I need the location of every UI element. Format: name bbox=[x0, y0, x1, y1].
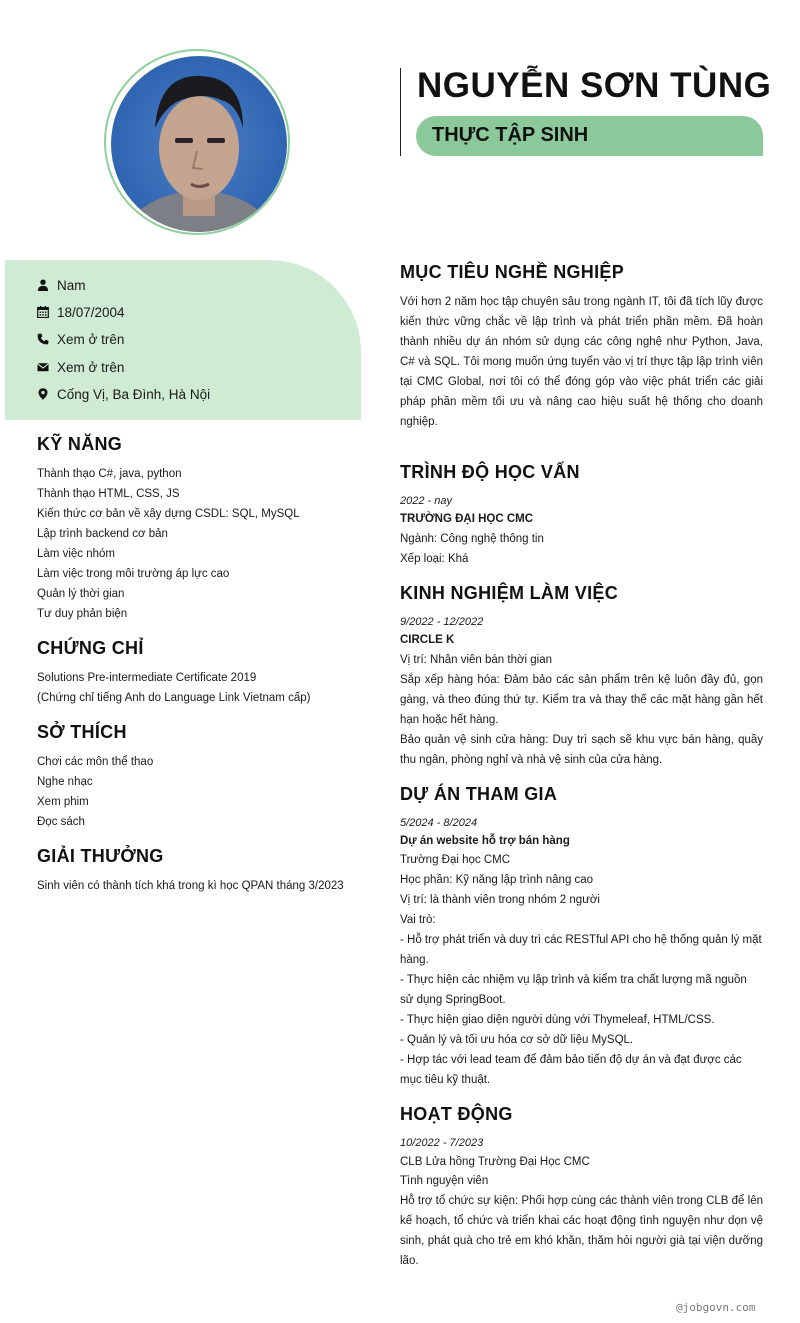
hobby-item: Chơi các môn thể thao bbox=[37, 756, 154, 768]
projects-heading: DỰ ÁN THAM GIA bbox=[400, 784, 558, 804]
project-role-item: - Hỗ trợ phát triển và duy trì các RESTful API cho hệ thống quản lý mặt hàng. bbox=[400, 934, 762, 966]
phone-icon bbox=[37, 333, 49, 345]
experience-date: 9/2022 - 12/2022 bbox=[400, 616, 484, 628]
objective-text: Với hơn 2 năm học tập chuyên sâu trong ngành IT, tôi đã tích lũy được kiến thức vững chắc về lập trình và phát triển phần mềm. Đã hoàn thành nhiều dự án nhóm sử dụng các công nghệ như Python, Java, C# và SQL. Tôi mong muốn ứng tuyển vào vị trí thực tập lập trình viên tại CMC Global, nơi tôi có thể đóng góp vào việc phát triển các giải pháp phần mềm tối ưu và nâng cao hiệu suất hệ thống cho doanh nghiệp. bbox=[400, 296, 763, 428]
activity-date: 10/2022 - 7/2023 bbox=[400, 1137, 484, 1149]
education-heading: TRÌNH ĐỘ HỌC VẤN bbox=[400, 462, 580, 482]
full-name: NGUYỄN SƠN TÙNG bbox=[417, 66, 772, 105]
hobby-item: Xem phim bbox=[37, 796, 89, 808]
certificates-heading: CHỨNG CHỈ bbox=[37, 638, 144, 658]
education-school: TRƯỜNG ĐẠI HỌC CMC bbox=[400, 513, 534, 525]
skill-item: Thành thạo HTML, CSS, JS bbox=[37, 488, 180, 500]
education-major: Ngành: Công nghệ thông tin bbox=[400, 533, 544, 545]
project-date: 5/2024 - 8/2024 bbox=[400, 817, 478, 829]
location-pin-icon bbox=[37, 388, 49, 400]
activity-role: Tình nguyện viên bbox=[400, 1175, 489, 1187]
objective-heading: MỤC TIÊU NGHỀ NGHIỆP bbox=[400, 262, 625, 282]
header-divider bbox=[400, 68, 401, 156]
contact-email bbox=[37, 357, 124, 377]
experience-duty: Bảo quản vệ sinh cửa hàng: Duy trì sạch sẽ khu vực bán hàng, quầy thu ngân, phòng nghỉ và nhà vệ sinh của cửa hàng. bbox=[400, 734, 763, 766]
skill-item: Lập trình backend cơ bản bbox=[37, 528, 168, 540]
envelope-icon bbox=[37, 361, 49, 373]
job-title: THỰC TẬP SINH bbox=[432, 124, 589, 146]
education-rank: Xếp loại: Khá bbox=[400, 553, 469, 565]
project-role-label: Vai trò: bbox=[400, 914, 436, 926]
hobby-item: Nghe nhạc bbox=[37, 776, 93, 788]
activity-desc: Hỗ trợ tổ chức sự kiện: Phối hợp cùng các thành viên trong CLB để lên kế hoạch, tổ chức và triển khai các hoạt động tình nguyện như dọn vệ sinh, phát quà cho trẻ em khó khăn, thăm hỏi người già tại viện dưỡng lão. bbox=[400, 1195, 763, 1267]
birthday-text: 18/07/2004 bbox=[57, 304, 125, 320]
contact-gender bbox=[37, 275, 86, 295]
activity-org: CLB Lửa hồng Trường Đại Học CMC bbox=[400, 1156, 590, 1168]
experience-company: CIRCLE K bbox=[400, 634, 455, 646]
experience-heading: KINH NGHIỆM LÀM VIỆC bbox=[400, 583, 619, 603]
skill-item: Tư duy phản biện bbox=[37, 608, 128, 620]
project-role-item: - Quản lý và tối ưu hóa cơ sở dữ liệu MySQL. bbox=[400, 1034, 634, 1046]
contact-address bbox=[37, 384, 210, 404]
contact-birthday bbox=[37, 302, 125, 322]
address-text: Cống Vị, Ba Đình, Hà Nội bbox=[57, 386, 211, 402]
avatar bbox=[111, 56, 287, 232]
phone-text: Xem ở trên bbox=[57, 331, 125, 347]
skill-item: Làm việc nhóm bbox=[37, 548, 115, 560]
skill-item: Kiến thức cơ bản về xây dựng CSDL: SQL, MySQL bbox=[37, 508, 300, 520]
activities-heading: HOẠT ĐỘNG bbox=[400, 1104, 513, 1124]
awards-heading: GIẢI THƯỞNG bbox=[37, 846, 164, 866]
calendar-icon bbox=[37, 306, 49, 318]
skill-item: Quản lý thời gian bbox=[37, 588, 125, 600]
certificate-item: Solutions Pre-intermediate Certificate 2019 bbox=[37, 672, 257, 684]
project-role-item: - Hợp tác với lead team để đảm bảo tiến độ dự án và đạt được các mục tiêu kỹ thuật. bbox=[400, 1054, 742, 1086]
certificate-item: (Chứng chỉ tiếng Anh do Language Link Vietnam cấp) bbox=[37, 692, 311, 704]
contact-phone bbox=[37, 329, 124, 349]
project-role-item: - Thực hiện các nhiệm vụ lập trình và kiểm tra chất lượng mã nguồn sử dụng SpringBoot. bbox=[400, 974, 747, 1006]
skill-item: Làm việc trong môi trường áp lực cao bbox=[37, 568, 230, 580]
experience-position: Vị trí: Nhân viên bán thời gian bbox=[400, 654, 553, 666]
email-text: Xem ở trên bbox=[57, 359, 125, 375]
award-item: Sinh viên có thành tích khá trong kì học QPAN tháng 3/2023 bbox=[37, 880, 344, 892]
gender-text: Nam bbox=[57, 277, 86, 293]
project-org: Trường Đại học CMC bbox=[400, 854, 511, 866]
hobby-item: Đọc sách bbox=[37, 816, 85, 828]
watermark: @jobgovn.com bbox=[676, 1301, 756, 1314]
project-role-item: - Thực hiện giao diện người dùng với Thymeleaf, HTML/CSS. bbox=[400, 1014, 715, 1026]
skills-heading: KỸ NĂNG bbox=[37, 434, 123, 454]
project-position: Vị trí: là thành viên trong nhóm 2 người bbox=[400, 894, 600, 906]
experience-duty: Sắp xếp hàng hóa: Đảm bảo các sản phẩm trên kệ luôn đầy đủ, gọn gàng, và theo đúng thứ tự. Kiểm tra và thay thế các mặt hàng gần hết hạn hoặc hết hàng. bbox=[400, 674, 763, 726]
education-date: 2022 - nay bbox=[400, 495, 452, 507]
user-icon bbox=[37, 279, 49, 291]
project-course: Học phần: Kỹ năng lập trình nâng cao bbox=[400, 874, 594, 886]
hobbies-heading: SỞ THÍCH bbox=[37, 722, 127, 742]
skill-item: Thành thạo C#, java, python bbox=[37, 468, 182, 480]
project-name: Dự án website hỗ trợ bán hàng bbox=[400, 835, 570, 847]
